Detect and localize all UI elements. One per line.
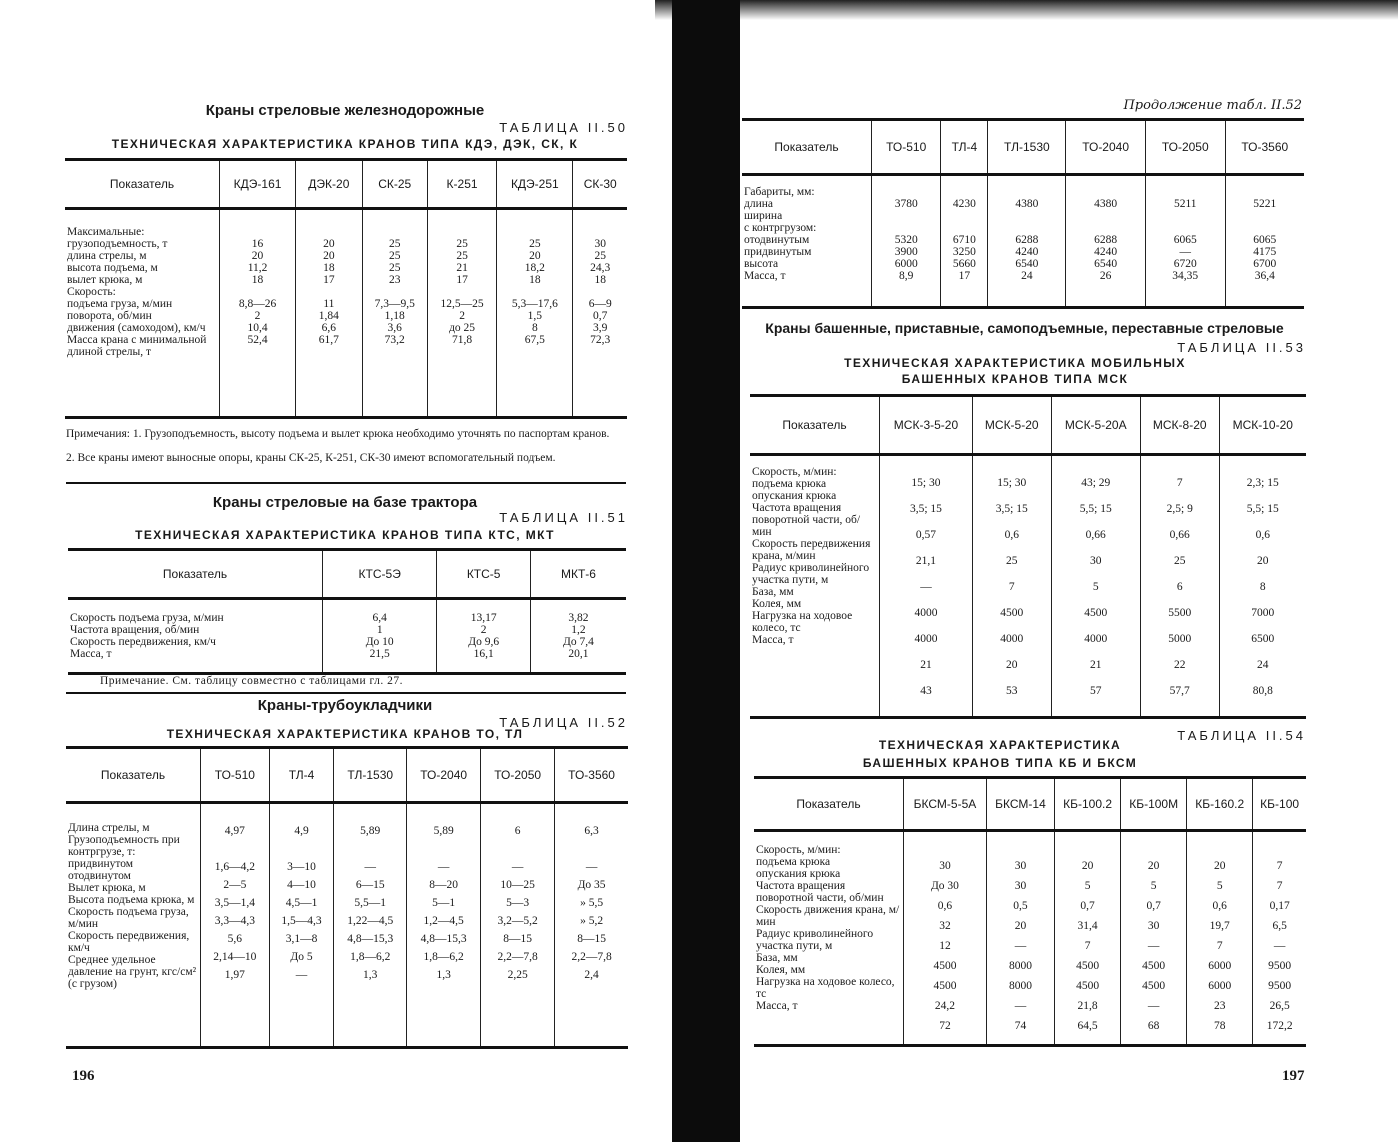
row-labels: Максимальные: грузоподъемность, т длина стрелы, м высота подъема, м вылет крюка, м Скорость: подъема груза, м/мин поворота, об/мин движения (самоходом), км/ч Масса крана с минимальной длиной стрелы, т (67, 226, 207, 358)
cell: 20 5 0,7 31,4 7 4500 4500 21,8 64,5 (1055, 831, 1121, 1046)
row-labels: Скорость подъема груза, м/мин Частота вращения, об/мин Скорость передвижения, км/ч Масса, т (70, 612, 224, 660)
cell: 25 25 25 23 7,3—9,5 1,18 3,6 73,2 (362, 209, 427, 418)
table-53 (750, 394, 1306, 719)
table-52-continued (742, 118, 1304, 309)
cell: 20 5 0,7 30 — 4500 4500 — 68 (1121, 831, 1187, 1046)
col-header: СК-25 (362, 160, 427, 209)
divider (66, 692, 626, 694)
cell: 15; 30 3,5; 15 0,6 25 7 4500 4000 20 53 (972, 455, 1051, 718)
cell: 6,3 — До 35 » 5,5 » 5,2 8—15 2,2—7,8 2,4 (555, 803, 628, 1048)
right-page (700, 0, 1398, 1142)
col-header: Показатель (796, 797, 861, 811)
cell: 3780 5320 3900 6000 8,9 (872, 175, 941, 308)
cell: 4380 6288 4240 6540 24 (988, 175, 1066, 308)
cell: 20 20 18 17 11 1,84 6,6 61,7 (296, 209, 362, 418)
col-header: Показатель (100, 768, 166, 782)
table-50-subtitle: ТЕХНИЧЕСКАЯ ХАРАКТЕРИСТИКА КРАНОВ ТИПА КДЭ, ДЭК, СК, К (111, 137, 579, 151)
cell: 7 7 0,17 6,5 — 9500 9500 26,5 172,2 (1253, 831, 1306, 1046)
continuation-label: Продолжение табл. II.52 (1123, 98, 1302, 113)
col-header: ТЛ-4 (941, 120, 988, 175)
cell: 6,4 1 До 10 21,5 (323, 599, 437, 674)
table-51 (68, 548, 626, 675)
left-page (0, 0, 690, 1142)
col-header: ТЛ-1530 (988, 120, 1066, 175)
col-header: СК-30 (573, 160, 627, 209)
col-header: КДЭ-161 (220, 160, 296, 209)
col-header: ДЭК-20 (296, 160, 362, 209)
col-header: ТО-3560 (1225, 120, 1304, 175)
col-header: ТО-510 (872, 120, 941, 175)
col-header: БКСМ-14 (986, 778, 1054, 831)
table-54 (754, 776, 1306, 1047)
cell: 30 25 24,3 18 6—9 0,7 3,9 72,3 (573, 209, 627, 418)
col-header: КДЭ-251 (497, 160, 573, 209)
col-header: МСК-3-5-20 (880, 396, 973, 455)
col-header: ТО-2040 (407, 748, 481, 803)
col-header: ТО-510 (201, 748, 270, 803)
page-number: 196 (72, 1068, 95, 1084)
cell: 5211 6065 — 6720 34,35 (1145, 175, 1225, 308)
table-51-heading: Краны стреловые на базе трактора (212, 494, 478, 511)
col-header: К-251 (427, 160, 496, 209)
cell: 6 — 10—25 5—3 3,2—5,2 8—15 2,2—7,8 2,25 (481, 803, 555, 1048)
cell: 30 До 30 0,6 32 12 4500 4500 24,2 72 (904, 831, 987, 1046)
row-labels: Длина стрелы, м Грузоподъемность при контргрузе, т: придвинутом отодвинутом Вылет крюка, м Высота подъема крюка, м Скорость подъема груза, м/мин Скорость передвижения, км/ч Среднее удельное давление на грунт, кгс/см² (с грузом) (68, 822, 197, 990)
table-row (750, 455, 1306, 718)
table-row (754, 831, 1306, 1046)
col-header: КТС-5 (437, 550, 531, 599)
cell: 5221 6065 4175 6700 36,4 (1225, 175, 1304, 308)
col-header: МСК-5-20А (1051, 396, 1140, 455)
table-54-subtitle-2: БАШЕННЫХ КРАНОВ ТИПА КБ И БКСМ (862, 756, 1138, 770)
cell: 2,3; 15 5,5; 15 0,6 20 8 7000 6500 24 80,8 (1219, 455, 1306, 718)
table-53-label: ТАБЛИЦА II.53 (1177, 340, 1306, 355)
table-53-subtitle-2: БАШЕННЫХ КРАНОВ ТИПА МСК (901, 372, 1129, 386)
col-header: ТО-2040 (1066, 120, 1146, 175)
cell: 20 5 0,6 19,7 7 6000 6000 23 78 (1187, 831, 1253, 1046)
table-50-note-1: Примечания: 1. Грузоподъемность, высоту подъема и вылет крюка необходимо уточнять по паспортам кранов. (66, 428, 610, 440)
table-50 (65, 158, 627, 419)
col-header: КТС-5Э (323, 550, 437, 599)
table-row (68, 599, 626, 674)
cell: 7 2,5; 9 0,66 25 6 5500 5000 22 57,7 (1140, 455, 1219, 718)
cell: 15; 30 3,5; 15 0,57 21,1 — 4000 4000 21 43 (880, 455, 973, 718)
cell: 25 25 21 17 12,5—25 2 до 25 71,8 (427, 209, 496, 418)
table-54-subtitle-1: ТЕХНИЧЕСКАЯ ХАРАКТЕРИСТИКА (878, 738, 1122, 752)
divider (66, 482, 626, 484)
col-header: МКТ-6 (530, 550, 626, 599)
table-52-subtitle: ТЕХНИЧЕСКАЯ ХАРАКТЕРИСТИКА КРАНОВ ТО, ТЛ (166, 727, 524, 741)
col-header: Показатель (782, 418, 847, 432)
table-50-note-2: 2. Все краны имеют выносные опоры, краны СК-25, К-251, СК-30 имеют вспомогательный подъем. (66, 452, 556, 464)
col-header: МСК-10-20 (1219, 396, 1306, 455)
table-52-label: ТАБЛИЦА II.52 (499, 715, 628, 730)
cell: 4,97 1,6—4,2 2—5 3,5—1,4 3,3—4,3 5,6 2,14—10 1,97 (201, 803, 270, 1048)
row-labels: Скорость, м/мин: подъема крюка опускания крюка Частота вращения поворотной части, об/мин Скорость передвижения крана, м/мин Радиус криволинейного участка пути, м База, мм Колея, мм Нагрузка на ходовое колесо, тс Масса, т (752, 466, 871, 646)
table-50-label: ТАБЛИЦА II.50 (499, 120, 628, 135)
col-header: ТО-2050 (481, 748, 555, 803)
table-51-subtitle: ТЕХНИЧЕСКАЯ ХАРАКТЕРИСТИКА КРАНОВ ТИПА КТС, МКТ (135, 528, 555, 542)
table-52 (66, 746, 628, 1049)
cell: 4380 6288 4240 6540 26 (1066, 175, 1146, 308)
col-header: МСК-5-20 (972, 396, 1051, 455)
col-header: МСК-8-20 (1140, 396, 1219, 455)
cell: 30 30 0,5 20 — 8000 8000 — 74 (986, 831, 1054, 1046)
cell: 4230 6710 3250 5660 17 (941, 175, 988, 308)
row-labels: Скорость, м/мин: подъема крюка опускания крюка Частота вращения поворотной части, об/мин Скорость движения крана, м/мин Радиус криволинейного участка пути, м База, мм Колея, мм Нагрузка на ходовое колесо, тс Масса, т (756, 844, 900, 1012)
cell: 16 20 11,2 18 8,8—26 2 10,4 52,4 (220, 209, 296, 418)
cell: 5,89 — 8—20 5—1 1,2—4,5 4,8—15,3 1,8—6,2 1,3 (407, 803, 481, 1048)
page-number: 197 (1282, 1068, 1305, 1084)
cell: 25 20 18,2 18 5,3—17,6 1,5 8 67,5 (497, 209, 573, 418)
row-labels: Габариты, мм: длина ширина с контргрузом: отодвинутым придвинутым высота Масса, т (744, 186, 817, 282)
cell: 5,89 — 6—15 5,5—1 1,22—4,5 4,8—15,3 1,8—6,2 1,3 (334, 803, 407, 1048)
col-header: Показатель (109, 177, 175, 191)
col-header: БКСМ-5-5А (904, 778, 987, 831)
table-row (66, 803, 628, 1048)
table-53-subtitle-1: ТЕХНИЧЕСКАЯ ХАРАКТЕРИСТИКА МОБИЛЬНЫХ (844, 356, 1186, 370)
col-header: Показатель (774, 140, 839, 154)
col-header: ТЛ-1530 (334, 748, 407, 803)
table-row (742, 175, 1304, 308)
table-54-label: ТАБЛИЦА II.54 (1177, 728, 1306, 743)
table-51-label: ТАБЛИЦА II.51 (499, 510, 628, 525)
col-header: ТЛ-4 (269, 748, 334, 803)
table-row (65, 209, 627, 418)
cell: 43; 29 5,5; 15 0,66 30 5 4500 4000 21 57 (1051, 455, 1140, 718)
col-header: КБ-100 (1253, 778, 1306, 831)
col-header: ТО-2050 (1145, 120, 1225, 175)
cell: 13,17 2 До 9,6 16,1 (437, 599, 531, 674)
cell: 4,9 3—10 4—10 4,5—1 1,5—4,3 3,1—8 До 5 — (269, 803, 334, 1048)
col-header: КБ-100М (1121, 778, 1187, 831)
table-51-note: Примечание. См. таблицу совместно с таблицами гл. 27. (100, 675, 403, 687)
col-header: Показатель (162, 567, 228, 581)
table-52-heading: Краны-трубоукладчики (257, 697, 433, 714)
table-53-heading: Краны башенные, приставные, самоподъемные, переставные стреловые (765, 320, 1284, 336)
col-header: КБ-100.2 (1055, 778, 1121, 831)
col-header: ТО-3560 (555, 748, 628, 803)
table-50-heading: Краны стреловые железнодорожные (205, 102, 485, 119)
col-header: КБ-160.2 (1187, 778, 1253, 831)
cell: 3,82 1,2 До 7,4 20,1 (530, 599, 626, 674)
